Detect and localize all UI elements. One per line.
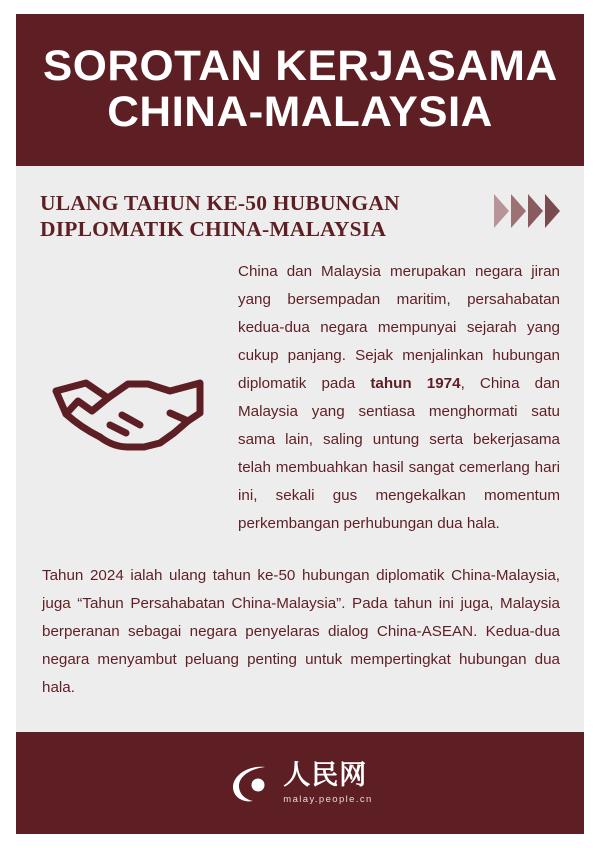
handshake-icon	[48, 351, 208, 471]
paragraph-anniversary: Tahun 2024 ialah ulang tahun ke-50 hubungan diplomatik China-Malaysia, juga “Tahun Persahabatan China-Malaysia”. Pada tahun ini juga, Malaysia berperanan sebagai negara penyelaras dialog China-ASEAN. Kedua-dua negara menyambut peluang penting untuk mempertingkat hubungan dua hala.	[42, 567, 560, 696]
poster-header	[16, 14, 584, 166]
paragraph-intro-part1: China dan Malaysia merupakan negara jiran yang bersempadan maritim, persahabatan kedua-dua negara mempunyai sejarah yang cukup panjang. Sejak menjalinkan hubungan diplomatik pada	[238, 263, 560, 392]
footer-logo-url: malay.people.cn	[283, 793, 373, 805]
footer-logo	[227, 760, 372, 806]
chevron-right-icon	[528, 194, 543, 228]
paragraph-intro-highlight: tahun 1974	[370, 374, 461, 392]
paragraph-intro	[238, 258, 560, 538]
section-title-line-2: DIPLOMATIK CHINA-MALAYSIA	[40, 217, 387, 242]
header-title-line-2: CHINA-MALAYSIA	[107, 88, 493, 136]
content-panel	[16, 166, 584, 732]
chevron-group-icon	[494, 194, 560, 228]
poster-footer	[16, 732, 584, 834]
header-title-line-1: SOROTAN KERJASAMA	[42, 42, 558, 91]
footer-logo-cn: 人民网	[283, 759, 368, 791]
section-title	[40, 190, 400, 242]
paragraph-intro-part2: , China dan Malaysia yang sentiasa menghormati satu sama lain, saling untung serta bekerjasama telah membuahkan hasil sangat cemerlang hari ini, sekali gus mengekalkan momentum perkembangan perhubungan dua hala.	[238, 374, 560, 532]
section-heading-row	[40, 190, 560, 242]
footer-logo-text	[283, 759, 373, 805]
chevron-right-icon	[545, 194, 560, 228]
chevron-right-icon	[494, 194, 509, 228]
chevron-right-icon	[511, 194, 526, 228]
people-cn-logo-icon	[227, 760, 273, 806]
section-title-line-1: ULANG TAHUN KE-50 HUBUNGAN	[40, 191, 400, 215]
